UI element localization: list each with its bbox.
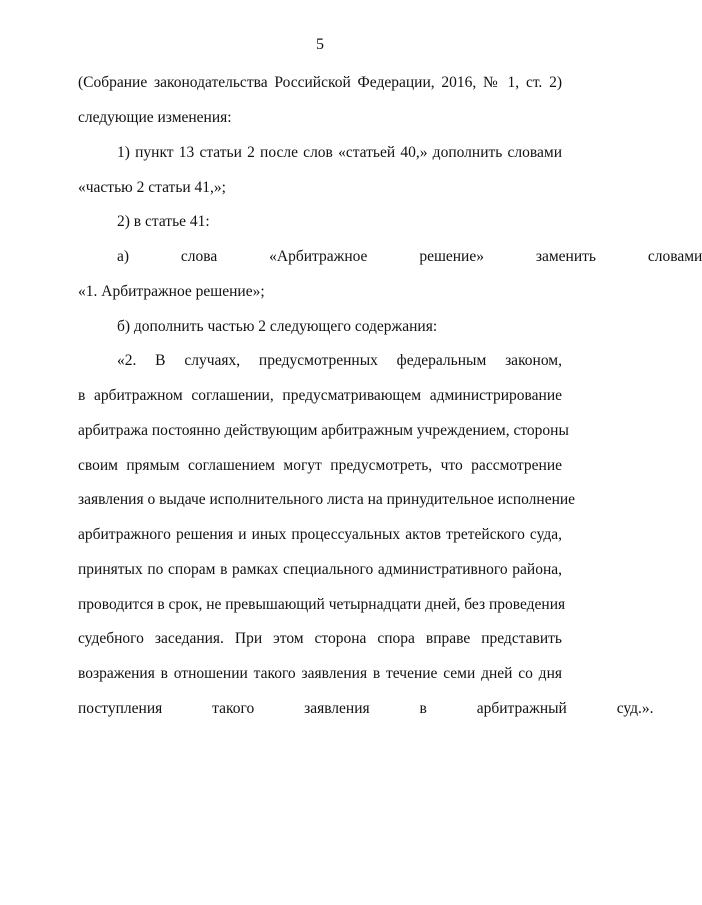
text-line: а) слова «Арбитражное решение» заменить словами [117, 248, 702, 265]
text-line: принятых по спорам в рамках специального административного района, [78, 561, 562, 578]
text-line: 1) пункт 13 статьи 2 после слов «статьей 40,» дополнить словами [117, 144, 562, 161]
page-number: 5 [316, 36, 324, 53]
text-line: своим прямым соглашением могут предусмотреть, что рассмотрение [78, 457, 562, 474]
text-line: б) дополнить частью 2 следующего содержания: [117, 318, 438, 335]
text-line: в арбитражном соглашении, предусматривающем администрирование [78, 387, 562, 404]
text-line: следующие изменения: [78, 109, 232, 126]
text-line: 2) в статье 41: [117, 213, 210, 230]
text-line: «частью 2 статьи 41,»; [78, 179, 226, 196]
text-line: «2. В случаях, предусмотренных федеральным законом, [117, 352, 562, 369]
text-line: проводится в срок, не превышающий четырнадцати дней, без проведения [78, 596, 566, 613]
text-line: заявления о выдаче исполнительного листа на принудительное исполнение [78, 491, 576, 508]
text-line: (Собрание законодательства Российской Федерации, 2016, № 1, ст. 2) [78, 74, 562, 91]
text-line: арбитража постоянно действующим арбитражным учреждением, стороны [78, 422, 569, 439]
text-line: «1. Арбитражное решение»; [78, 283, 265, 300]
text-line: арбитражного решения и иных процессуальных актов третейского суда, [78, 526, 562, 543]
text-line: судебного заседания. При этом сторона спора вправе представить [78, 630, 562, 647]
text-line: возражения в отношении такого заявления в течение семи дней со дня [78, 665, 562, 682]
text-line: поступления такого заявления в арбитражный суд.». [78, 700, 654, 717]
